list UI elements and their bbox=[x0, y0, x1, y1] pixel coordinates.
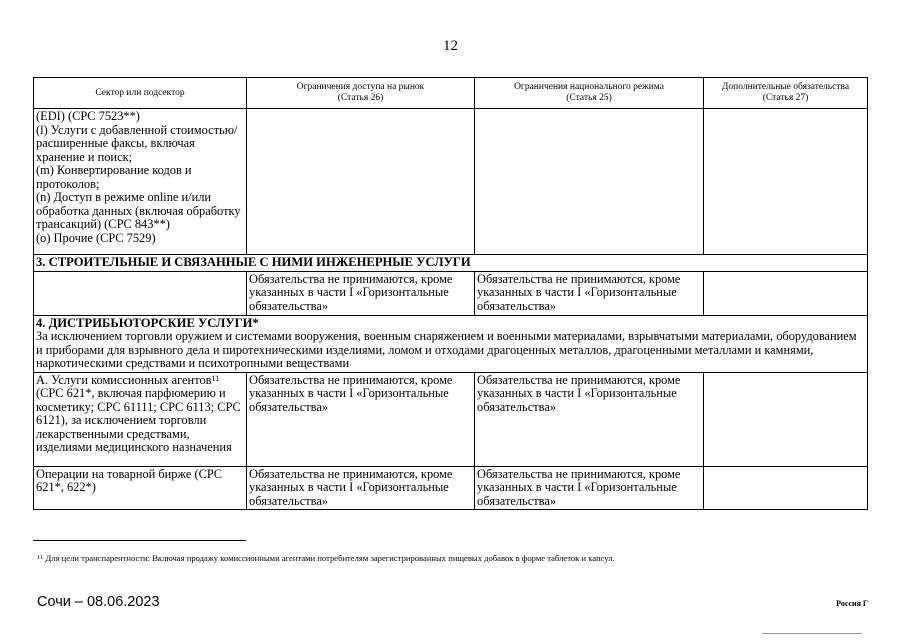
section-3-title: 3. СТРОИТЕЛЬНЫЕ И СВЯЗАННЫЕ С НИМИ ИНЖЕНЕРНЫЕ УСЛУГИ bbox=[34, 255, 868, 272]
table-row bbox=[34, 109, 868, 255]
header-national-treatment-article: (Статья 25) bbox=[566, 93, 612, 103]
footnote-divider bbox=[33, 540, 246, 541]
section-4-title: 4. ДИСТРИБЬЮТОРСКИЕ УСЛУГИ* bbox=[36, 315, 259, 330]
table-row bbox=[34, 466, 868, 510]
sector-cell bbox=[34, 271, 247, 315]
footnote-number: 11 bbox=[37, 554, 44, 561]
additional-cell bbox=[704, 271, 868, 315]
header-additional bbox=[704, 78, 868, 109]
sector-line: (o) Прочие (CPC 7529) bbox=[36, 230, 156, 245]
header-market-access-title: Ограничения доступа на рынок bbox=[296, 82, 425, 92]
header-market-access-article: (Статья 26) bbox=[337, 93, 384, 103]
footnote bbox=[37, 553, 867, 564]
market-access-cell: Обязательства не принимаются, кроме указанных в части I «Горизонтальные обязательства» bbox=[247, 466, 475, 510]
header-sector: Сектор или подсектор bbox=[34, 78, 247, 109]
sector-main: А. Услуги комиссионных агентов bbox=[36, 372, 212, 387]
additional-cell bbox=[704, 109, 868, 255]
section-row bbox=[34, 255, 868, 272]
footnote-reference[interactable]: 11 bbox=[211, 373, 220, 383]
page-number: 12 bbox=[443, 38, 458, 54]
header-national-treatment-title: Ограничения национального режима bbox=[514, 82, 664, 92]
sector-line: (n) Доступ в режиме online и/или обработка данных (включая обработку трансакций) (CPC 843**) bbox=[36, 190, 241, 231]
header-row bbox=[34, 78, 868, 109]
sector-line: (l) Услуги с добавленной стоимостью/расширенные факсы, включая хранение и поиск; bbox=[36, 122, 238, 164]
sector-line: (m) Конвертирование кодов и протоколов; bbox=[36, 163, 192, 191]
footer-location-date: Сочи – 08.06.2023 bbox=[37, 594, 160, 610]
sector-line: (EDI) (CPC 7523**) bbox=[36, 109, 140, 123]
market-access-cell bbox=[247, 109, 475, 255]
header-additional-article: (Статья 27) bbox=[762, 93, 809, 103]
sector-cell bbox=[34, 372, 247, 466]
sector-cell: Операции на товарной бирже (CPC 621*, 622*) bbox=[34, 466, 247, 510]
sector-rest: (CPC 621*, включая парфюмерию и косметику; CPC 61111; CPC 6113; CPC 6121), за исключением торговли лекарственными средствами, изделиями медицинского назначения bbox=[36, 386, 241, 454]
national-treatment-cell bbox=[475, 109, 704, 255]
national-treatment-cell: Обязательства не принимаются, кроме указанных в части I «Горизонтальные обязательства» bbox=[475, 271, 704, 315]
header-market-access bbox=[247, 78, 475, 109]
market-access-cell: Обязательства не принимаются, кроме указанных в части I «Горизонтальные обязательства» bbox=[247, 372, 475, 466]
table-row bbox=[34, 372, 868, 466]
footer-country-label: Россия Г bbox=[836, 599, 868, 608]
table-row bbox=[34, 271, 868, 315]
national-treatment-cell: Обязательства не принимаются, кроме указанных в части I «Горизонтальные обязательства» bbox=[475, 372, 704, 466]
scan-edge-mark bbox=[762, 633, 862, 634]
additional-cell bbox=[704, 372, 868, 466]
header-additional-title: Дополнительные обязательства bbox=[721, 82, 850, 92]
commitments-table bbox=[33, 77, 868, 510]
footnote-text: Для цели транспарентности: Включая продажу комиссионными агентами потребителям зарегистрированных пищевых добавок в форме таблеток и капсул. bbox=[43, 553, 615, 563]
section-row bbox=[34, 315, 868, 372]
section-4-note: За исключением торговли оружием и системами вооружения, военным снаряжением и военными материалами, взрывчатыми материалами, оборудованием и приборами для взрывного дела и пиротехническими изделиями, ломом и отходами драгоценных металлов, драгоценными металлами и камнями, наркотическими средствами и психотропными веществами bbox=[36, 329, 857, 370]
header-national-treatment bbox=[475, 78, 704, 109]
national-treatment-cell: Обязательства не принимаются, кроме указанных в части I «Горизонтальные обязательства» bbox=[475, 466, 704, 510]
section-4-cell bbox=[34, 315, 868, 372]
additional-cell bbox=[704, 466, 868, 510]
market-access-cell: Обязательства не принимаются, кроме указанных в части I «Горизонтальные обязательства» bbox=[247, 271, 475, 315]
sector-cell bbox=[34, 109, 247, 255]
